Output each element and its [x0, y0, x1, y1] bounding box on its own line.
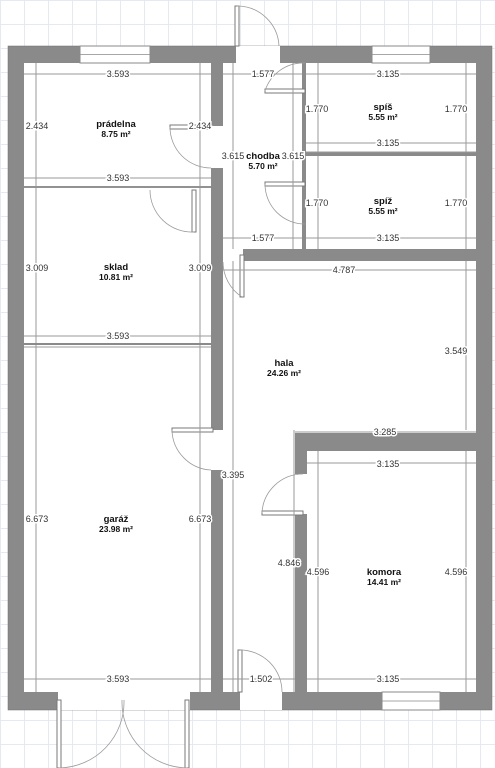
dim-komora-width-top: 3.135: [376, 459, 400, 469]
dim-spiz-width-bottom: 3.135: [376, 233, 400, 243]
dim-spis-height-left: 1.770: [305, 104, 329, 114]
room-area-garaz: 23.98 m²: [98, 524, 134, 534]
dim-komora-width-bottom: 3.135: [376, 674, 400, 684]
dim-komora-height-left: 4.596: [306, 567, 330, 577]
dim-corridor-width-bottom: 1.502: [249, 674, 273, 684]
dim-sklad-height-right: 3.009: [188, 263, 212, 273]
dim-sklad-height-left: 3.009: [25, 263, 49, 273]
dim-spiz-height-right: 1.770: [444, 198, 468, 208]
dim-spis-width-top: 3.135: [376, 69, 400, 79]
window-pradelna: [80, 46, 150, 63]
room-name-chodba: chodba: [246, 151, 280, 162]
dim-hala-height-left: 3.395: [221, 470, 245, 480]
room-name-garaz: garáž: [103, 514, 129, 525]
dim-hala-width-top: 4.787: [332, 265, 356, 275]
door-opening-chodba: [236, 46, 280, 63]
dim-spis-height-right: 1.770: [444, 104, 468, 114]
room-area-spiz: 5.55 m²: [368, 206, 398, 216]
door-opening-komora: [295, 474, 307, 514]
room-name-hala: hala: [274, 358, 294, 369]
dim-pradelna-width-top: 3.593: [106, 69, 130, 79]
dim-chodba-width-top: 1.577: [251, 69, 275, 79]
dim-pradelna-height-right: 2.434: [188, 121, 212, 131]
room-name-spiz: spíž: [373, 196, 393, 207]
room-area-chodba: 5.70 m²: [248, 161, 278, 171]
room-area-komora: 14.41 m²: [366, 577, 402, 587]
dim-chodba-width-bottom: 1.577: [251, 233, 275, 243]
room-name-pradelna: prádelna: [96, 119, 136, 130]
room-name-komora: komora: [366, 567, 402, 578]
dim-corridor-height: 4.846: [277, 558, 301, 568]
dim-sklad-width-top: 3.593: [106, 173, 130, 183]
room-floor-hala[interactable]: [223, 261, 476, 433]
dim-hala-height-right: 3.549: [444, 346, 468, 356]
dim-chodba-height-left: 3.615: [221, 151, 245, 161]
door-opening-pradelna: [211, 126, 223, 168]
door-opening-front: [240, 692, 282, 710]
room-area-pradelna: 8.75 m²: [101, 129, 131, 139]
door-opening-garaz: [211, 430, 223, 470]
dim-spis-width-bottom: 3.135: [376, 138, 400, 148]
dim-garaz-height-right: 6.673: [188, 514, 212, 524]
door-chodba-entry[interactable]: [235, 6, 279, 46]
dim-garaz-width-bottom: 3.593: [106, 674, 130, 684]
room-area-spis: 5.55 m²: [368, 112, 398, 122]
room-name-spis: spíš: [373, 102, 393, 113]
window-komora: [382, 692, 440, 710]
dim-pradelna-height-left: 2.434: [25, 121, 49, 131]
dim-garaz-height-left: 6.673: [25, 514, 49, 524]
window-spis: [372, 46, 430, 63]
dim-hala-width-bottom: 3.285: [373, 427, 397, 437]
room-area-hala: 24.26 m²: [266, 368, 302, 378]
dim-chodba-height-right: 3.615: [281, 151, 305, 161]
room-area-sklad: 10.81 m²: [98, 272, 134, 282]
dim-spiz-height-left: 1.770: [305, 198, 329, 208]
room-name-sklad: sklad: [103, 262, 129, 273]
dim-komora-height-right: 4.596: [444, 567, 468, 577]
dim-garaz-width-top: 3.593: [106, 331, 130, 341]
